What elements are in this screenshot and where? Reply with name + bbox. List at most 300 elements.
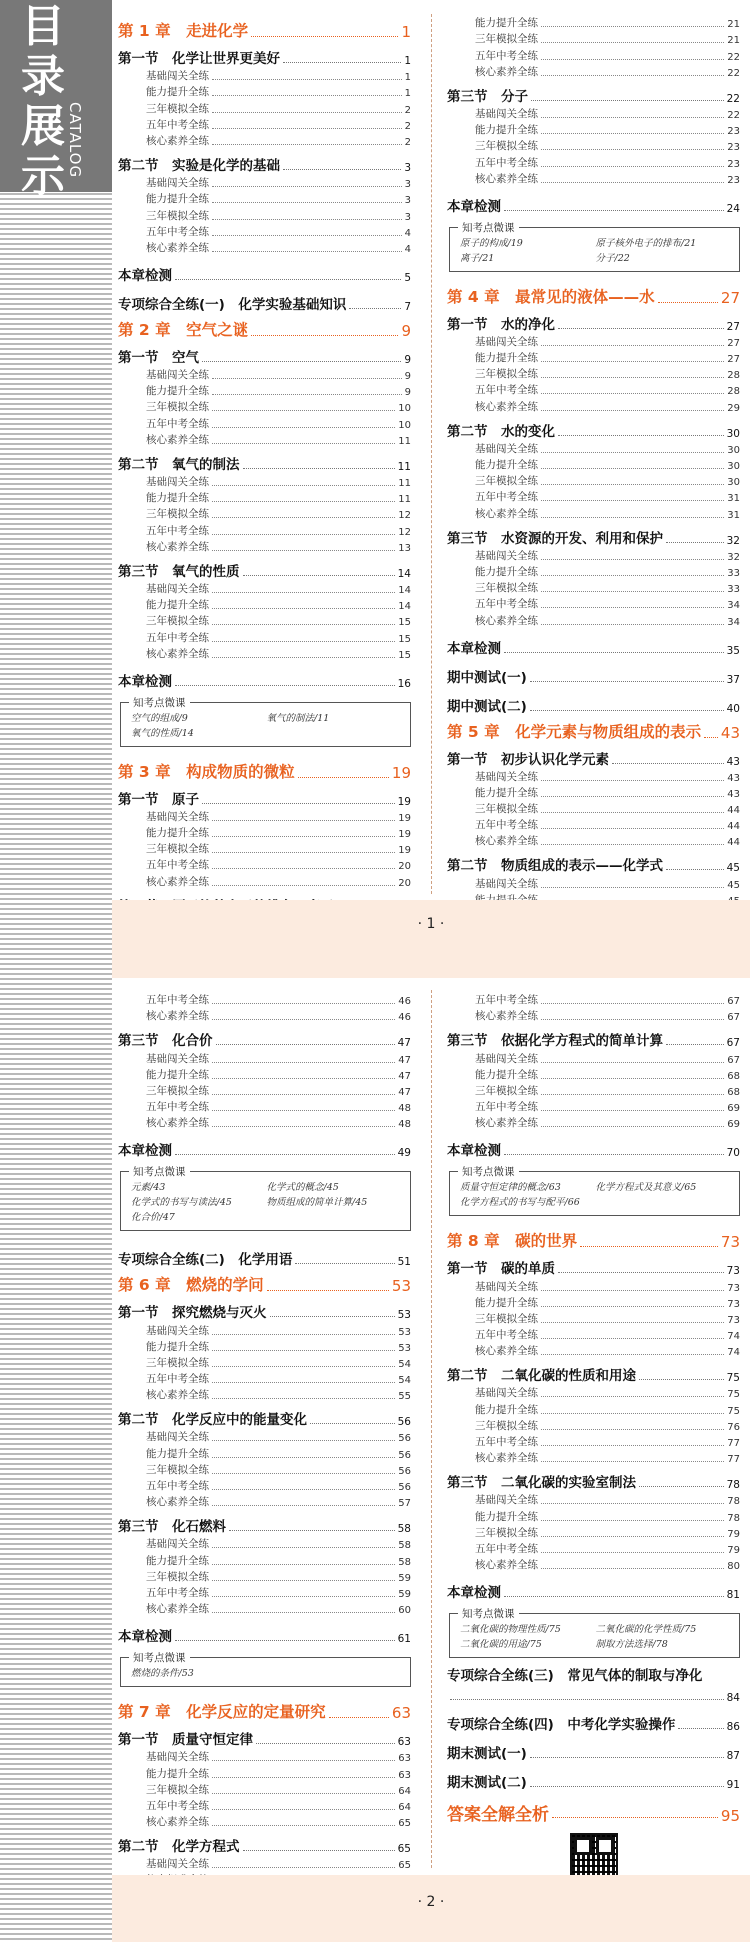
- toc-exercise[interactable]: [447, 153, 740, 169]
- leader-dots: [541, 1110, 724, 1111]
- toc-exercise[interactable]: [118, 1444, 411, 1460]
- toc-chapter[interactable]: [447, 715, 740, 742]
- toc-exercise[interactable]: [447, 170, 740, 186]
- toc-exercise[interactable]: [447, 1098, 740, 1114]
- toc-entry-page: 47: [398, 1070, 411, 1082]
- toc-exercise[interactable]: [447, 349, 740, 365]
- leader-dots: [450, 1699, 724, 1700]
- toc-exercise[interactable]: [118, 1764, 411, 1780]
- toc-exercise[interactable]: [118, 538, 411, 554]
- toc-entry-label: 核心素养全练: [146, 241, 209, 254]
- toc-exercise[interactable]: [447, 488, 740, 504]
- toc-entry-label: 三年模拟全练: [146, 209, 209, 222]
- toc-entry-page: 7: [404, 300, 411, 313]
- toc-exercise[interactable]: [447, 333, 740, 349]
- toc-exercise[interactable]: [118, 645, 411, 661]
- toc-entry-label: 第二节 化学方程式: [118, 1839, 240, 1856]
- toc-entry-label: 基础闯关全练: [146, 1052, 209, 1065]
- toc-entry-label: 第 8 章 碳的世界: [447, 1232, 578, 1251]
- toc-exercise[interactable]: [118, 414, 411, 430]
- toc-exercise[interactable]: [118, 580, 411, 596]
- knowledge-point-item[interactable]: 质量守恒定律的概念/63: [460, 1182, 561, 1194]
- toc-exercise[interactable]: [118, 398, 411, 414]
- leader-dots: [541, 59, 724, 60]
- toc-entry-label: 能力提升全练: [475, 17, 538, 30]
- toc-section[interactable]: [447, 311, 740, 333]
- toc-exercise[interactable]: [118, 1813, 411, 1829]
- toc-section[interactable]: [118, 558, 411, 580]
- toc-entry-page: 19: [398, 845, 411, 857]
- leader-dots: [212, 1382, 395, 1383]
- leader-dots: [251, 36, 398, 37]
- toc-entry-page: 78: [726, 1479, 740, 1492]
- toc-section[interactable]: [118, 1027, 411, 1049]
- toc-section[interactable]: [447, 1027, 740, 1049]
- toc-entry-page: 27: [726, 320, 740, 333]
- knowledge-point-item[interactable]: 物质组成的简单计算/45: [266, 1197, 368, 1209]
- leader-dots: [212, 1350, 395, 1351]
- toc-entry-page: 58: [398, 1540, 411, 1552]
- toc-exercise[interactable]: [447, 874, 740, 890]
- toc-entry-page: 44: [727, 805, 740, 817]
- leader-dots: [212, 534, 395, 535]
- leader-dots: [212, 501, 395, 502]
- toc-exercise[interactable]: [447, 63, 740, 79]
- leader-dots: [243, 575, 395, 576]
- toc-exercise[interactable]: [118, 1535, 411, 1551]
- toc-section[interactable]: [118, 786, 411, 808]
- toc-entry-label: 三年模拟全练: [475, 368, 538, 381]
- toc-entry-label: 基础闯关全练: [146, 476, 209, 488]
- toc-exercise[interactable]: [447, 579, 740, 595]
- toc-entry-label: 核心素养全练: [146, 134, 209, 147]
- side-stripe: [0, 0, 112, 1942]
- toc-exercise[interactable]: [447, 595, 740, 611]
- toc-entry-label: 能力提升全练: [475, 1403, 538, 1416]
- leader-dots: [530, 1757, 724, 1758]
- toc-entry-page: 68: [727, 1070, 740, 1082]
- toc-exercise[interactable]: [118, 132, 411, 148]
- toc-exercise[interactable]: [447, 768, 740, 784]
- leader-dots: [541, 1354, 724, 1355]
- toc-entry-page: 53: [397, 1309, 411, 1322]
- toc-exercise[interactable]: [447, 1342, 740, 1358]
- toc-exercise[interactable]: [118, 1338, 411, 1354]
- toc-entry-label: 核心素养全练: [475, 400, 538, 413]
- toc-exercise[interactable]: [118, 628, 411, 644]
- leader-dots: [212, 1062, 395, 1063]
- toc-exercise[interactable]: [118, 1855, 411, 1871]
- toc-exercise[interactable]: [118, 1114, 411, 1130]
- toc-exercise[interactable]: [447, 800, 740, 816]
- leader-dots: [212, 112, 402, 113]
- leader-dots: [202, 361, 401, 362]
- qr-code[interactable]: [570, 1833, 618, 1881]
- toc-exercise[interactable]: [118, 872, 411, 888]
- toc-exercise[interactable]: [118, 174, 411, 190]
- toc-entry-page: 11: [398, 478, 411, 489]
- toc-column: [447, 14, 740, 923]
- toc-exercise[interactable]: [118, 431, 411, 447]
- toc-entry-label: 第二节 化学反应中的能量变化: [118, 1412, 307, 1429]
- leader-dots: [541, 393, 724, 394]
- leader-dots: [212, 1867, 395, 1868]
- toc-exercise[interactable]: [118, 1781, 411, 1797]
- toc-entry-special[interactable]: [447, 1572, 740, 1601]
- leader-dots: [541, 410, 724, 411]
- toc-exercise[interactable]: [118, 116, 411, 132]
- leader-dots: [541, 887, 724, 888]
- toc-exercise[interactable]: [118, 840, 411, 856]
- toc-entry-special[interactable]: [447, 628, 740, 657]
- leader-dots: [212, 251, 402, 252]
- toc-exercise[interactable]: [118, 1007, 411, 1023]
- toc-exercise[interactable]: [447, 1556, 740, 1572]
- toc-section[interactable]: [118, 1726, 411, 1748]
- toc-entry-page: 32: [726, 534, 740, 547]
- toc-entry-label: 第二节 氧气的制法: [118, 456, 240, 473]
- leader-dots: [212, 144, 402, 145]
- toc-exercise[interactable]: [118, 1600, 411, 1616]
- leader-dots: [639, 1379, 724, 1380]
- toc-exercise[interactable]: [118, 824, 411, 840]
- leader-dots: [212, 1793, 395, 1794]
- toc-section[interactable]: [118, 1833, 411, 1855]
- toc-exercise[interactable]: [447, 784, 740, 800]
- toc-entry-page: 19: [398, 829, 411, 841]
- knowledge-point-item[interactable]: 制取方法选择/78: [595, 1639, 668, 1651]
- toc-exercise[interactable]: [118, 521, 411, 537]
- toc-entry-label: 五年中考全练: [146, 1480, 209, 1492]
- toc-exercise[interactable]: [447, 547, 740, 563]
- toc-exercise[interactable]: [447, 1449, 740, 1465]
- toc-exercise[interactable]: [447, 504, 740, 520]
- toc-exercise[interactable]: [447, 611, 740, 627]
- toc-chapter[interactable]: [118, 1268, 411, 1295]
- toc-entry-special[interactable]: [118, 255, 411, 284]
- leader-dots: [212, 1457, 395, 1458]
- toc-exercise[interactable]: [447, 105, 740, 121]
- toc-entry-label: 五年中考全练: [475, 384, 538, 397]
- toc-exercise[interactable]: [447, 991, 740, 1007]
- knowledge-point-item[interactable]: 原子核外电子的排布/21: [595, 237, 697, 249]
- toc-entry-label: 能力提升全练: [475, 1510, 538, 1523]
- toc-exercise[interactable]: [118, 1370, 411, 1386]
- knowledge-point-item[interactable]: 化学式的书写与读法/45: [131, 1197, 232, 1209]
- toc-entry-label: 期中测试(二): [447, 698, 527, 715]
- leader-dots: [212, 427, 395, 428]
- toc-exercise[interactable]: [447, 456, 740, 472]
- toc-entry-label: 第三节 水资源的开发、利用和保护: [447, 530, 663, 547]
- toc-entry-page: 13: [398, 542, 411, 554]
- toc-exercise[interactable]: [447, 46, 740, 62]
- toc-exercise[interactable]: [447, 14, 740, 30]
- toc-exercise[interactable]: [447, 816, 740, 832]
- toc-exercise[interactable]: [118, 473, 411, 489]
- toc-entry-special[interactable]: [118, 661, 411, 690]
- toc-section[interactable]: [447, 1255, 740, 1277]
- toc-chapter[interactable]: [118, 1695, 411, 1722]
- toc-chapter[interactable]: [118, 755, 411, 782]
- knowledge-point-item[interactable]: 氧气的性质/14: [131, 727, 194, 739]
- leader-dots: [558, 328, 724, 329]
- toc-exercise[interactable]: [118, 1098, 411, 1114]
- toc-exercise[interactable]: [447, 1540, 740, 1556]
- leader-dots: [639, 1486, 724, 1487]
- toc-exercise[interactable]: [447, 1417, 740, 1433]
- toc-exercise[interactable]: [447, 1326, 740, 1342]
- toc-exercise[interactable]: [447, 1524, 740, 1540]
- toc-entry-label: 五年中考全练: [475, 156, 538, 169]
- toc-entry-page-row: [447, 1686, 740, 1704]
- toc-exercise[interactable]: [118, 67, 411, 83]
- leader-dots: [541, 484, 724, 485]
- toc-section[interactable]: [447, 418, 740, 440]
- toc-exercise[interactable]: [447, 1277, 740, 1293]
- knowledge-point-item[interactable]: 氧气的制法/11: [266, 712, 330, 724]
- leader-dots: [541, 812, 724, 813]
- knowledge-point-item[interactable]: 分子/22: [595, 252, 630, 264]
- toc-exercise[interactable]: [447, 440, 740, 456]
- toc-exercise[interactable]: [118, 1551, 411, 1567]
- toc-entry-page: 46: [398, 996, 411, 1008]
- knowledge-point-item[interactable]: 燃烧的条件/53: [131, 1668, 194, 1680]
- knowledge-point-item[interactable]: 化合价/47: [131, 1212, 175, 1224]
- toc-entry-page: 1: [404, 55, 411, 67]
- toc-entry-label: 能力提升全练: [146, 385, 209, 398]
- toc-exercise[interactable]: [447, 1294, 740, 1310]
- knowledge-point-box: [449, 1608, 740, 1658]
- toc-entry-page: 81: [726, 1589, 740, 1602]
- toc-exercise[interactable]: [447, 1066, 740, 1082]
- toc-section[interactable]: [118, 1513, 411, 1535]
- toc-exercise[interactable]: [118, 206, 411, 222]
- toc-entry-page: 78: [727, 1496, 740, 1508]
- leader-dots: [541, 149, 724, 150]
- toc-exercise[interactable]: [447, 381, 740, 397]
- toc-entry-label: 基础闯关全练: [475, 770, 538, 783]
- toc-section[interactable]: [118, 451, 411, 473]
- toc-section[interactable]: [118, 45, 411, 67]
- knowledge-point-box: [449, 1166, 740, 1216]
- toc-entry-page: 24: [726, 202, 740, 215]
- toc-section[interactable]: [118, 1299, 411, 1321]
- toc-exercise[interactable]: [118, 1584, 411, 1600]
- knowledge-point-box: [120, 696, 411, 747]
- toc-exercise[interactable]: [118, 83, 411, 99]
- toc-section[interactable]: [118, 152, 411, 174]
- knowledge-point-item[interactable]: 元素/43: [131, 1182, 166, 1194]
- leader-dots: [283, 62, 401, 63]
- toc-exercise[interactable]: [447, 1384, 740, 1400]
- toc-entry-special[interactable]: [447, 657, 740, 686]
- toc-exercise[interactable]: [118, 505, 411, 521]
- knowledge-point-box-title: 知考点微课: [129, 1164, 190, 1179]
- toc-entry-page: 1: [401, 23, 411, 41]
- toc-entry-page: 80: [727, 1561, 740, 1573]
- knowledge-point-item[interactable]: 二氧化碳的化学性质/75: [595, 1624, 697, 1636]
- toc-exercise[interactable]: [118, 1082, 411, 1098]
- leader-dots: [541, 828, 724, 829]
- toc-exercise[interactable]: [118, 190, 411, 206]
- toc-answers[interactable]: [447, 1791, 740, 1825]
- toc-entry-page: 23: [727, 158, 740, 170]
- toc-exercise[interactable]: [447, 1082, 740, 1098]
- toc-entry-special[interactable]: [118, 1616, 411, 1645]
- toc-entry-page: 53: [398, 1326, 411, 1338]
- toc-entry-label: 基础闯关全练: [146, 1538, 209, 1551]
- toc-entry-special[interactable]: [447, 1704, 740, 1733]
- toc-exercise[interactable]: [447, 365, 740, 381]
- toc-exercise[interactable]: [118, 239, 411, 255]
- toc-exercise[interactable]: [118, 1354, 411, 1370]
- toc-entry-page: 43: [720, 723, 740, 742]
- toc-entry-special[interactable]: [447, 1762, 740, 1791]
- toc-entry-label: 基础闯关全练: [146, 1431, 209, 1444]
- toc-exercise[interactable]: [118, 366, 411, 382]
- leader-dots: [530, 681, 724, 682]
- leader-dots: [212, 624, 395, 625]
- toc-entry-label: 能力提升全练: [146, 1554, 209, 1567]
- leader-dots: [531, 100, 724, 101]
- toc-exercise[interactable]: [447, 1400, 740, 1416]
- toc-exercise[interactable]: [118, 489, 411, 505]
- toc-section[interactable]: [447, 746, 740, 768]
- toc-entry-label: 五年中考全练: [475, 1329, 538, 1342]
- knowledge-point-box-title: 知考点微课: [129, 695, 190, 710]
- knowledge-point-item[interactable]: 离子/21: [460, 252, 495, 264]
- toc-entry-special[interactable]: [447, 1130, 740, 1159]
- toc-exercise[interactable]: [447, 397, 740, 413]
- knowledge-point-item[interactable]: 二氧化碳的物理性质/75: [460, 1624, 561, 1636]
- knowledge-point-list: [131, 711, 402, 741]
- toc-entry-label: 五年中考全练: [475, 1101, 538, 1114]
- toc-exercise[interactable]: [118, 99, 411, 115]
- leader-dots: [541, 1445, 724, 1446]
- toc-entry-label: 核心素养全练: [146, 1603, 209, 1616]
- toc-exercise[interactable]: [118, 1386, 411, 1402]
- toc-exercise[interactable]: [118, 1461, 411, 1477]
- leader-dots: [212, 1398, 395, 1399]
- leader-dots: [229, 1530, 395, 1531]
- toc-entry-special[interactable]: [118, 284, 411, 313]
- leader-dots: [541, 591, 724, 592]
- toc-entry-page: 48: [398, 1119, 411, 1131]
- toc-exercise[interactable]: [118, 596, 411, 612]
- toc-exercise[interactable]: [447, 563, 740, 579]
- toc-section[interactable]: [447, 525, 740, 547]
- toc-section[interactable]: [447, 1362, 740, 1384]
- toc-exercise[interactable]: [118, 1748, 411, 1764]
- toc-section[interactable]: [447, 1469, 740, 1491]
- leader-dots: [212, 1580, 395, 1581]
- toc-exercise[interactable]: [118, 382, 411, 398]
- knowledge-point-item[interactable]: 化学式的概念/45: [266, 1182, 339, 1194]
- toc-chapter[interactable]: [447, 1224, 740, 1251]
- toc-entry-page: 68: [727, 1086, 740, 1098]
- toc-section[interactable]: [118, 1406, 411, 1428]
- toc-exercise[interactable]: [118, 1066, 411, 1082]
- toc-entry-label: 核心素养全练: [146, 1816, 209, 1829]
- toc-section[interactable]: [118, 344, 411, 366]
- toc-exercise[interactable]: [447, 121, 740, 137]
- toc-entry-page: 54: [398, 1358, 411, 1370]
- toc-entry-special[interactable]: [447, 186, 740, 215]
- leader-dots: [552, 1817, 718, 1818]
- toc-entry-label: 五年中考全练: [146, 1373, 209, 1386]
- knowledge-point-item[interactable]: 空气的组成/9: [131, 712, 188, 724]
- toc-exercise[interactable]: [447, 1491, 740, 1507]
- toc-exercise[interactable]: [118, 223, 411, 239]
- toc-entry-special[interactable]: [447, 1666, 740, 1704]
- toc-exercise[interactable]: [118, 1568, 411, 1584]
- toc-entry-label: 本章检测: [118, 673, 172, 690]
- toc-section[interactable]: [447, 83, 740, 105]
- knowledge-point-item[interactable]: 化学方程式及其意义/65: [595, 1182, 697, 1194]
- toc-exercise[interactable]: [447, 472, 740, 488]
- toc-entry-label: 期末测试(二): [447, 1775, 527, 1792]
- toc-entry-page: 11: [398, 435, 411, 447]
- toc-entry-label: 第一节 化学让世界更美好: [118, 51, 280, 67]
- leader-dots: [504, 1596, 724, 1597]
- toc-exercise[interactable]: [447, 1507, 740, 1523]
- toc-chapter[interactable]: [118, 313, 411, 340]
- toc-chapter[interactable]: [118, 14, 411, 41]
- toc-exercise[interactable]: [118, 1477, 411, 1493]
- toc-entry-label: 五年中考全练: [146, 417, 209, 430]
- knowledge-point-item[interactable]: 化学方程式的书写与配平/66: [460, 1197, 580, 1209]
- toc-exercise[interactable]: [118, 1049, 411, 1065]
- toc-exercise[interactable]: [118, 1321, 411, 1337]
- toc-exercise[interactable]: [447, 832, 740, 848]
- toc-exercise[interactable]: [447, 137, 740, 153]
- toc-page-2: [112, 978, 750, 1875]
- toc-exercise[interactable]: [118, 991, 411, 1007]
- toc-exercise[interactable]: [447, 1049, 740, 1065]
- toc-exercise[interactable]: [447, 1310, 740, 1326]
- toc-entry-special[interactable]: [118, 1130, 411, 1159]
- toc-entry-special[interactable]: [447, 686, 740, 715]
- toc-exercise[interactable]: [447, 1114, 740, 1130]
- toc-exercise[interactable]: [118, 1428, 411, 1444]
- toc-entry-special[interactable]: [118, 1239, 411, 1268]
- toc-exercise[interactable]: [118, 1797, 411, 1813]
- toc-entry-label: 第三节 化石燃料: [118, 1519, 226, 1536]
- leader-dots: [212, 836, 395, 837]
- knowledge-point-item[interactable]: 二氧化碳的用途/75: [460, 1639, 542, 1651]
- toc-entry-page: 60: [398, 1605, 411, 1617]
- toc-exercise[interactable]: [447, 30, 740, 46]
- toc-entry-page: 2: [404, 136, 411, 148]
- toc-entry-label: 第二节 物质组成的表示——化学式: [447, 858, 663, 875]
- toc-entry-label: 五年中考全练: [146, 524, 209, 537]
- toc-exercise[interactable]: [447, 1007, 740, 1023]
- toc-section[interactable]: [447, 852, 740, 874]
- toc-exercise[interactable]: [118, 808, 411, 824]
- toc-chapter[interactable]: [447, 280, 740, 307]
- leader-dots: [212, 1334, 395, 1335]
- toc-entry-label: 第一节 水的净化: [447, 316, 555, 333]
- toc-entry-special[interactable]: [447, 1733, 740, 1762]
- toc-exercise[interactable]: [118, 856, 411, 872]
- toc-exercise[interactable]: [118, 612, 411, 628]
- toc-entry-page: 53: [398, 1342, 411, 1354]
- toc-entry-label: 五年中考全练: [146, 1586, 209, 1599]
- knowledge-point-item[interactable]: 原子的构成/19: [460, 237, 523, 249]
- toc-exercise[interactable]: [118, 1493, 411, 1509]
- toc-entry-label: 三年模拟全练: [146, 1356, 209, 1369]
- toc-exercise[interactable]: [447, 1433, 740, 1449]
